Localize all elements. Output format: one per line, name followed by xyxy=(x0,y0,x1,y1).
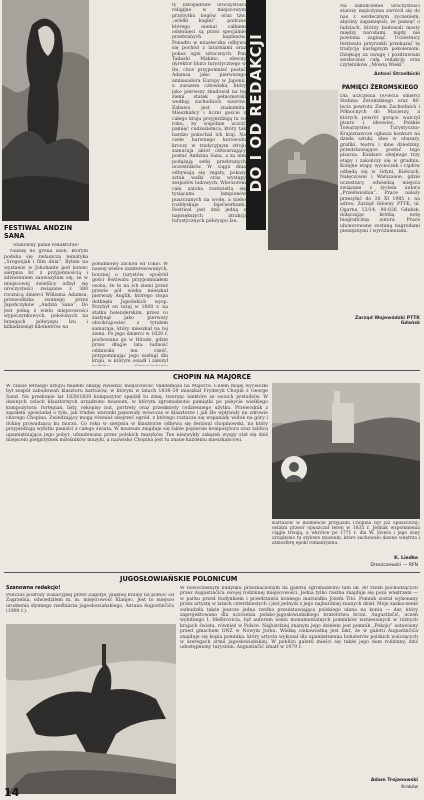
festiwal-intro: Stanowny panie redaktorze! xyxy=(13,243,79,248)
column-3 xyxy=(172,3,246,367)
festiwal-body-3: ty listopadowe uroczystości religijne w miejscowym przybytku bogów oraz tzw. „wielki bogini”, podczas którego niemal całkiem odsłonięci są przez specjalnie przebranych kapłanów. Ponadto w miasteczku odbywa się pochód z latarniami oraz pokaz ogni sztucznych. Pan Tadashi Makino, obecny dyrektor biura turystycznego w Ito, chce przypomnieć postać Adamsa jako pierwszego ambasadora Europy w Japonii, a zarazem człowieka, który jako pierwszy zbudował na tej ziemi statek pełnomorski według zachodnich wzorów. Zabawa jest znakomita. Mieszkańcy i liczni goście z całego kraju przyjeżdżają tu co roku, by wspólnie uczcić pamięć cudzoziemca, który tak bardzo pokochał ich kraj. Na czele barwnego korowodu kroczy w tradycyjnym stroju samuraja aktor odtwarzający postać Andzina Sana, a za nim podążają setki przebranych uczestników. W ciągu dnia odbywają się regaty, pokazy sztuk walki oraz występy zespołów ludowych. Wieczorem cała zatoka rozświetla się tysiącami lampionów puszczanych na wodę, a niebo rozbłyskuje fajerwerkami. Festiwal jest dziś jedną z największych atrakcji turystycznych półwyspu Izu. xyxy=(172,3,246,225)
polonicum-signature-place: Kraków xyxy=(401,785,418,790)
chopin-signature-place: Dreszczewski — RFN xyxy=(370,563,418,568)
festiwal-heading: FESTIWAL ANDZIN SANA xyxy=(4,224,73,240)
chopin-signature: K. Liedke xyxy=(394,556,418,561)
chopin-photo xyxy=(272,383,420,519)
chopin-caption: Kartuzów w momencie przyjazdu Chopina był już opuszczony; ostatni przeor opuszczał teren w 1835 r. Jednak wspomnienia ciągle trwają, a wkrótce po 1771 r. dla W. Sivera i jego żony urządzono tu stylowe muzeum, które zachowało dawne wnętrza i atmosferę epoki romantyzmu. xyxy=(272,521,420,547)
festiwal-body-1: Należę do grona osób, którym podoba się zwłaszcza tematyka „Srogunjak i film dnia”. Byłam na wystawie w Johohante pod koniec sierpnia br. z przyjemnością i zdziwieniem zauważyłam się, że w miejscowej świetlicy odbył się uroczystości związane z 380 rocznicą śmierci Williama Adamsa, przewodnika zwanego przez Japończyków „Andzin Sana”. Do jest jedną z wielu miejscowości wypoczynkowych, położonych na brzegach półwyspu Izu i kilkadziesiąt kilometrów na xyxy=(4,249,88,331)
pamieci-heading: PAMIĘCI ŻEROMSKIEGO xyxy=(341,85,419,91)
letter-ending: Na zakończenie uroczystości starszy mężczyzna zwrócił się do nas z serdecznym życzeniem, abyśmy zapamiętali, że pamięć o ludziach, którzy budowali mosty między narodami, nigdy nie powinna zaginąć. Uczestnicy festiwalu przyrzekli przekazać tę tradycję następnym pokoleniom. Dziękuję za uwagę i pozdrawiam serdecznie całą redakcję oraz czytelników „Mówią Wieki”. xyxy=(340,4,420,69)
page-number: 14 xyxy=(4,786,20,799)
polonicum-salutation: Szanowna redakcjo! xyxy=(6,586,61,591)
masthead-text: DO I OD REDAKCJI xyxy=(247,33,265,193)
festiwal-body-2: południowy zachód od Tokio. W naszej wielce zainteresowanych, bocznej o turystów, spośród gości festiwalu przypomniałem osoba, że to na ich ziemi przez prawie pół wieku mieszkał pierwszy Anglik, którego stopa dotknęła Japońskich wysp. Przybył on tutaj w 1600 r. na statku holenderskim, przez co zasłynął jako pierwszy obcokrajowiec z tytułem samuraja, który mieszkał na tej ziemi. Po jego śmierci w 1620 r. pochowano go w Hirado, gdzie przez długie lata ludność oddawała mu cześć, przypominając jego zasługi dla kraju, w którym osiadł i założył xyxy=(92,262,168,365)
hillside-photo xyxy=(268,90,338,250)
pamieci-body: Dla uczczenia 60-lecia śmierci Stefana Żeromskiego oraz 80-lecia powrotu Ziem Zachodnich i Północnych do Macierzy, a których powrót gorąco walczył pisarz i ideowiec, Polskie Towarzystwo Turystyczno-Krajoznawcze ogłasza konkurs na dzieła sztuki, idee w obszary, grafiki, teatru i inne dziedziny, przedstawiające postać tego pisarza. Konkurs obejmuje trzy etapy i zakończy się w grudniu. Kolejne etapy wycieczek i rajdów odbędą się w Gdyni, Kielcach, Nałęczowie i Warszawie, gdzie uczestnicy odwiedzą miejsca związane z życiem autora „Przedwiośnia”. Prace należy przesyłać do 30 XI 1985 r. na adres: Zarząd Główny PTTK, ul. Ogarna 12/14, 80-826 Gdańsk, dołączając krótką notę biograficzną autora. Prace uhonorowane zostaną nagrodami pieniężnymi i wyróżnieniami. xyxy=(340,94,420,235)
signature-2: Zarząd Wojewódzki PTTK Gdańsk xyxy=(355,316,420,326)
statue-figure xyxy=(2,0,89,221)
column-2 xyxy=(92,262,168,366)
polonicum-body: W nowoczesnym budynku przeznaczonym na galerię zgromadzono tam ok. 80 rzeźb pochodzących przez Augustinčića swojej rodzinnej miejscowości. Jedna tylko rzeźba znajduje się poza wnętrzem — w parku przed budynkiem i przedstawia konnego marszałka Józefa Tito. Pomnik został wykonany przez artystę w latach czterdziestych i jest jednym z jego najbardziej znanych dzieł. Moje zaskoczenie wzbudziła także jeszcze jedna rzeźba przedstawiająca polskiego ułana na koniu — dar, który zaprojektowano dla uczczenia polsko-jugosłowiańskiego braterstwa broni. Augustinčić, uczeń wybitnego I. Meštrovicia, był autorem wielu monumentalnych pomników wzniesionych w różnych krajach świata, również w Polsce. Najbardziej znanym jego dziełem jest pomnik „Pokoju” ustawiony przed gmachem ONZ w Nowym Jorku. Wielką ciekawostką jest fakt, że w galerii Augustinčića znajduje się kopia pomnika, który artysta wykonał dla upamiętnienia bohaterów polskich walczących w szeregach armii jugosłowiańskiej. W pobliżu galerii mieści się także jego dom rodzinny, dziś udostępniony turystom. Augustinčić zmarł w 1979 r. xyxy=(180,586,418,651)
polonicum-signature: Adam Trojanowski xyxy=(370,778,418,783)
section-divider-2 xyxy=(4,572,420,573)
column-festiwal xyxy=(4,225,88,367)
signature-1: Antoni Strzelbicki xyxy=(374,72,420,77)
statue-photo xyxy=(2,0,89,221)
chopin-body: W czasie letniego urlopu miałem okazję zwiedzić miejscowość Valldemosa na Majorce. Celem mojej wycieczki był zespół zabudowań klasztoru kartuzów, w którym w latach 1838–39 mieszkał Fryderyk Chopin z George Sand. Na przełomie lat 1838/1839 kompozytor spędził tu zimę, tworząc niektóre ze swoich preludiów. W dawnych celach klasztornych urządzono muzeum, w którym zgromadzono pamiątki po pobycie wielkiego kompozytora: fortepian, listy, rękopisy nut, portrety oraz przedmioty codziennego użytku. Przewodnik z zapałem opowiadał o tym, jak trudne warunki panowały wówczas w klasztorze i jak źle wpływały na zdrowie chorego Chopina. Zwiedzający mogą również obejrzeć ogród, z którego roztacza się wspaniały widok na góry i dolinę prowadzącą ku morzu. Co roku w sierpniu w klasztorze odbywa się festiwal chopinowski, na który przyjeżdżają wybitni pianiści z całego świata. W muzeum znajduje się także popiersie kompozytora oraz tablica upamiętniająca jego pobyt, ufundowana przez polskich muzyków. Ten niezwykły zakątek wyspy stał się dziś miejscem pielgrzymek miłośników muzyki, a nazwisko Chopina jest tu znane każdemu mieszkańcowi. xyxy=(6,384,268,444)
polonicum-heading: JUGOSŁOWIAŃSKIE POLONICUM xyxy=(120,575,238,583)
chopin-heading: CHOPIN NA MAJORCE xyxy=(172,373,252,381)
polonicum-intro: Podczas podróży wakacyjnej przez Zagorje, pięknej krainy na północ od Zagrzebia, odwiedziłem m. in. miejscowość Klanjec. Jest to miejsce urodzenia słynnego rzeźbiarza jugosłowiańskiego, Antuna Augustinčića (1900 r.). xyxy=(6,593,174,615)
masthead-vertical xyxy=(246,0,266,230)
section-divider-1 xyxy=(4,370,420,371)
rider-statue-photo xyxy=(6,624,176,794)
